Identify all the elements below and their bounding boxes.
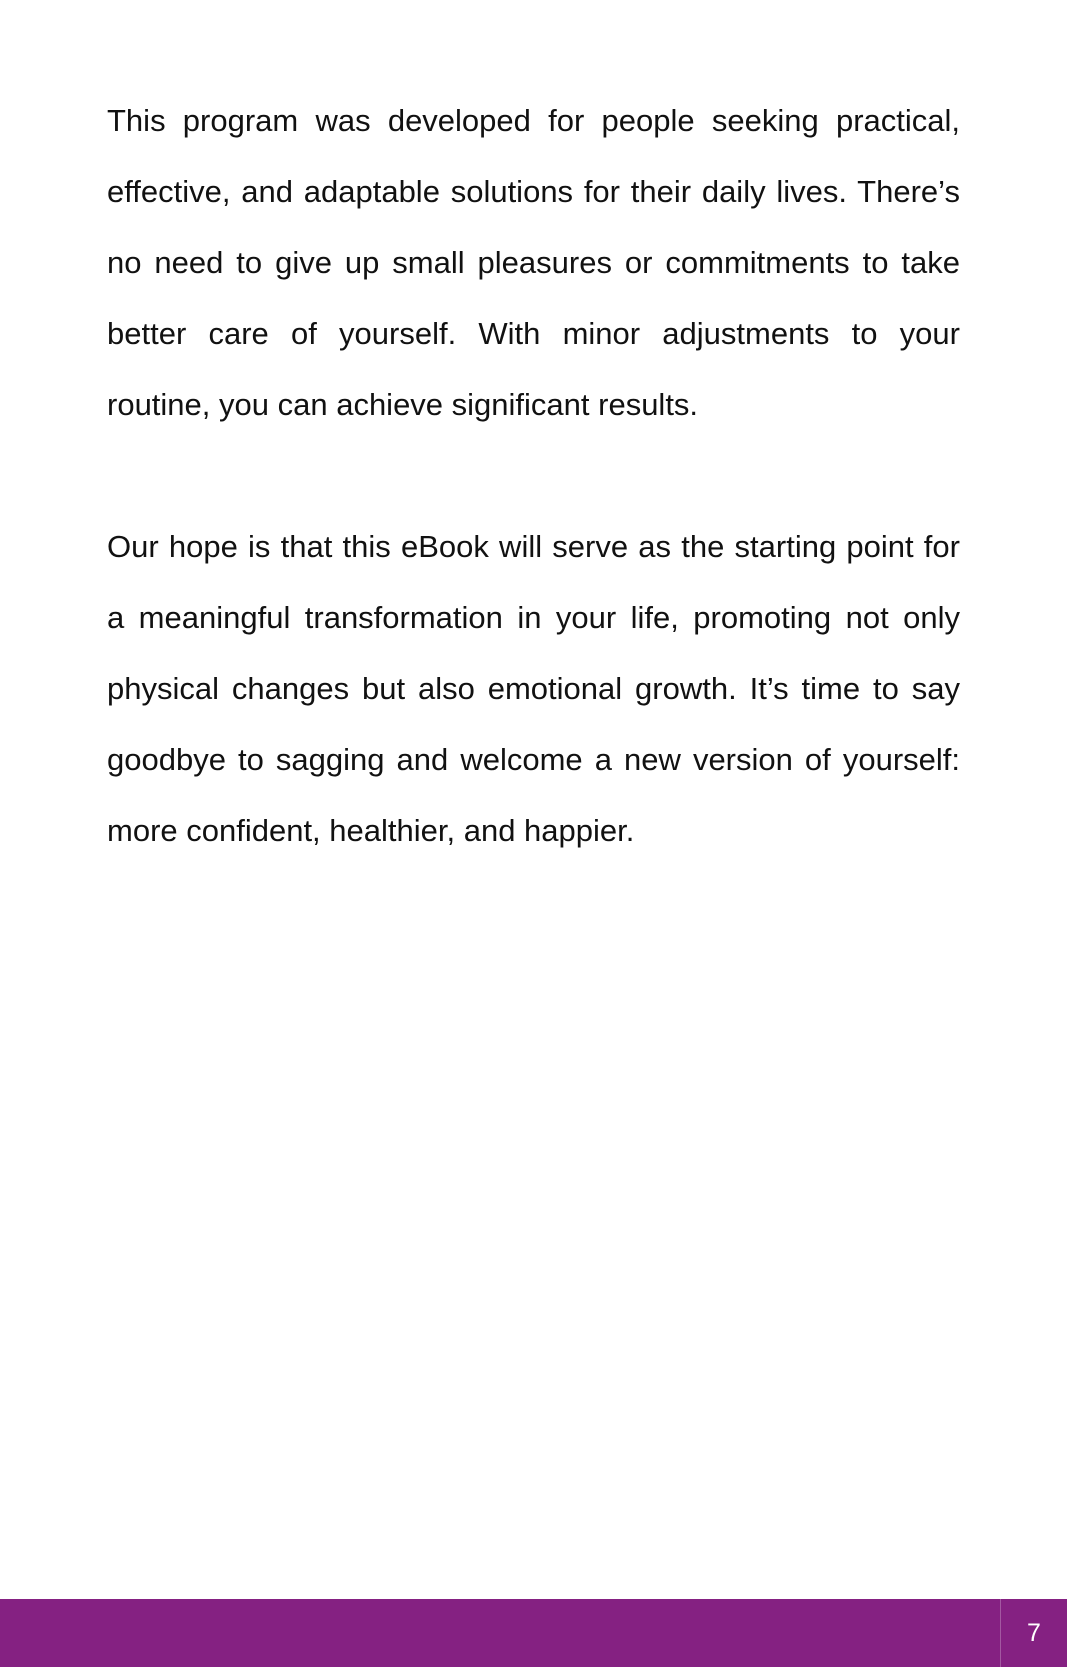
page-number: 7 <box>1000 1599 1067 1667</box>
page-footer <box>0 1599 1067 1667</box>
body-paragraph-1: This program was developed for people seeking practical, effective, and adaptable solutions for their daily lives. There’s no need to give up small pleasures or commitments to take better care of yourself. With minor adjustments to your routine, you can achieve significant results. <box>107 103 960 422</box>
body-paragraph-2: Our hope is that this eBook will serve as the starting point for a meaningful transformation in your life, promoting not only physical changes but also emotional growth. It’s time to say goodbye to sagging and welcome a new version of yourself: more confident, healthier, and happier. <box>107 529 960 848</box>
page-content <box>107 85 960 866</box>
